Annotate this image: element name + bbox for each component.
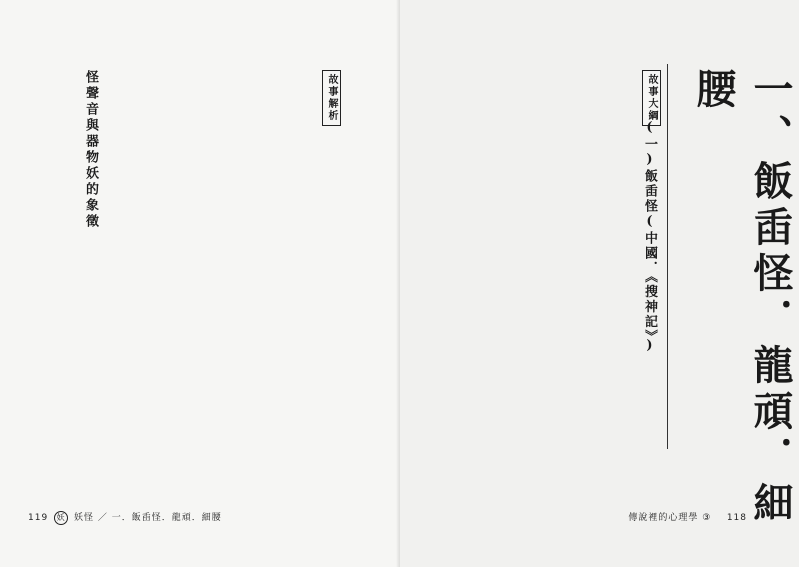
divider-rule [667,64,668,449]
footer-left: 119 妖 妖怪 ／ 一．飯臿怪．龍頑．細腰 [28,513,222,523]
book-title-left: 妖怪 [73,513,94,523]
page-number-left: 119 [28,513,49,523]
section-label-synopsis: 故事大綱 [642,70,661,126]
subheading: 怪聲音與器物妖的象徵 [83,70,98,230]
page-number-right: 118 [726,513,747,523]
section-label-analysis: 故事解析 [322,70,341,126]
running-head-right: 傳說裡的心理學 [628,513,699,523]
volume-mark-icon: ③ [702,513,712,523]
story-title: (一)飯臿怪(中國．《搜神記》) [642,120,657,355]
running-head-left: 一．飯臿怪．龍頑．細腰 [111,513,222,523]
footer-right [628,510,747,523]
chapter-title: 一、飯臿怪．龍頑．細腰 [690,68,794,528]
circle-mark-icon: 妖 [54,511,68,525]
